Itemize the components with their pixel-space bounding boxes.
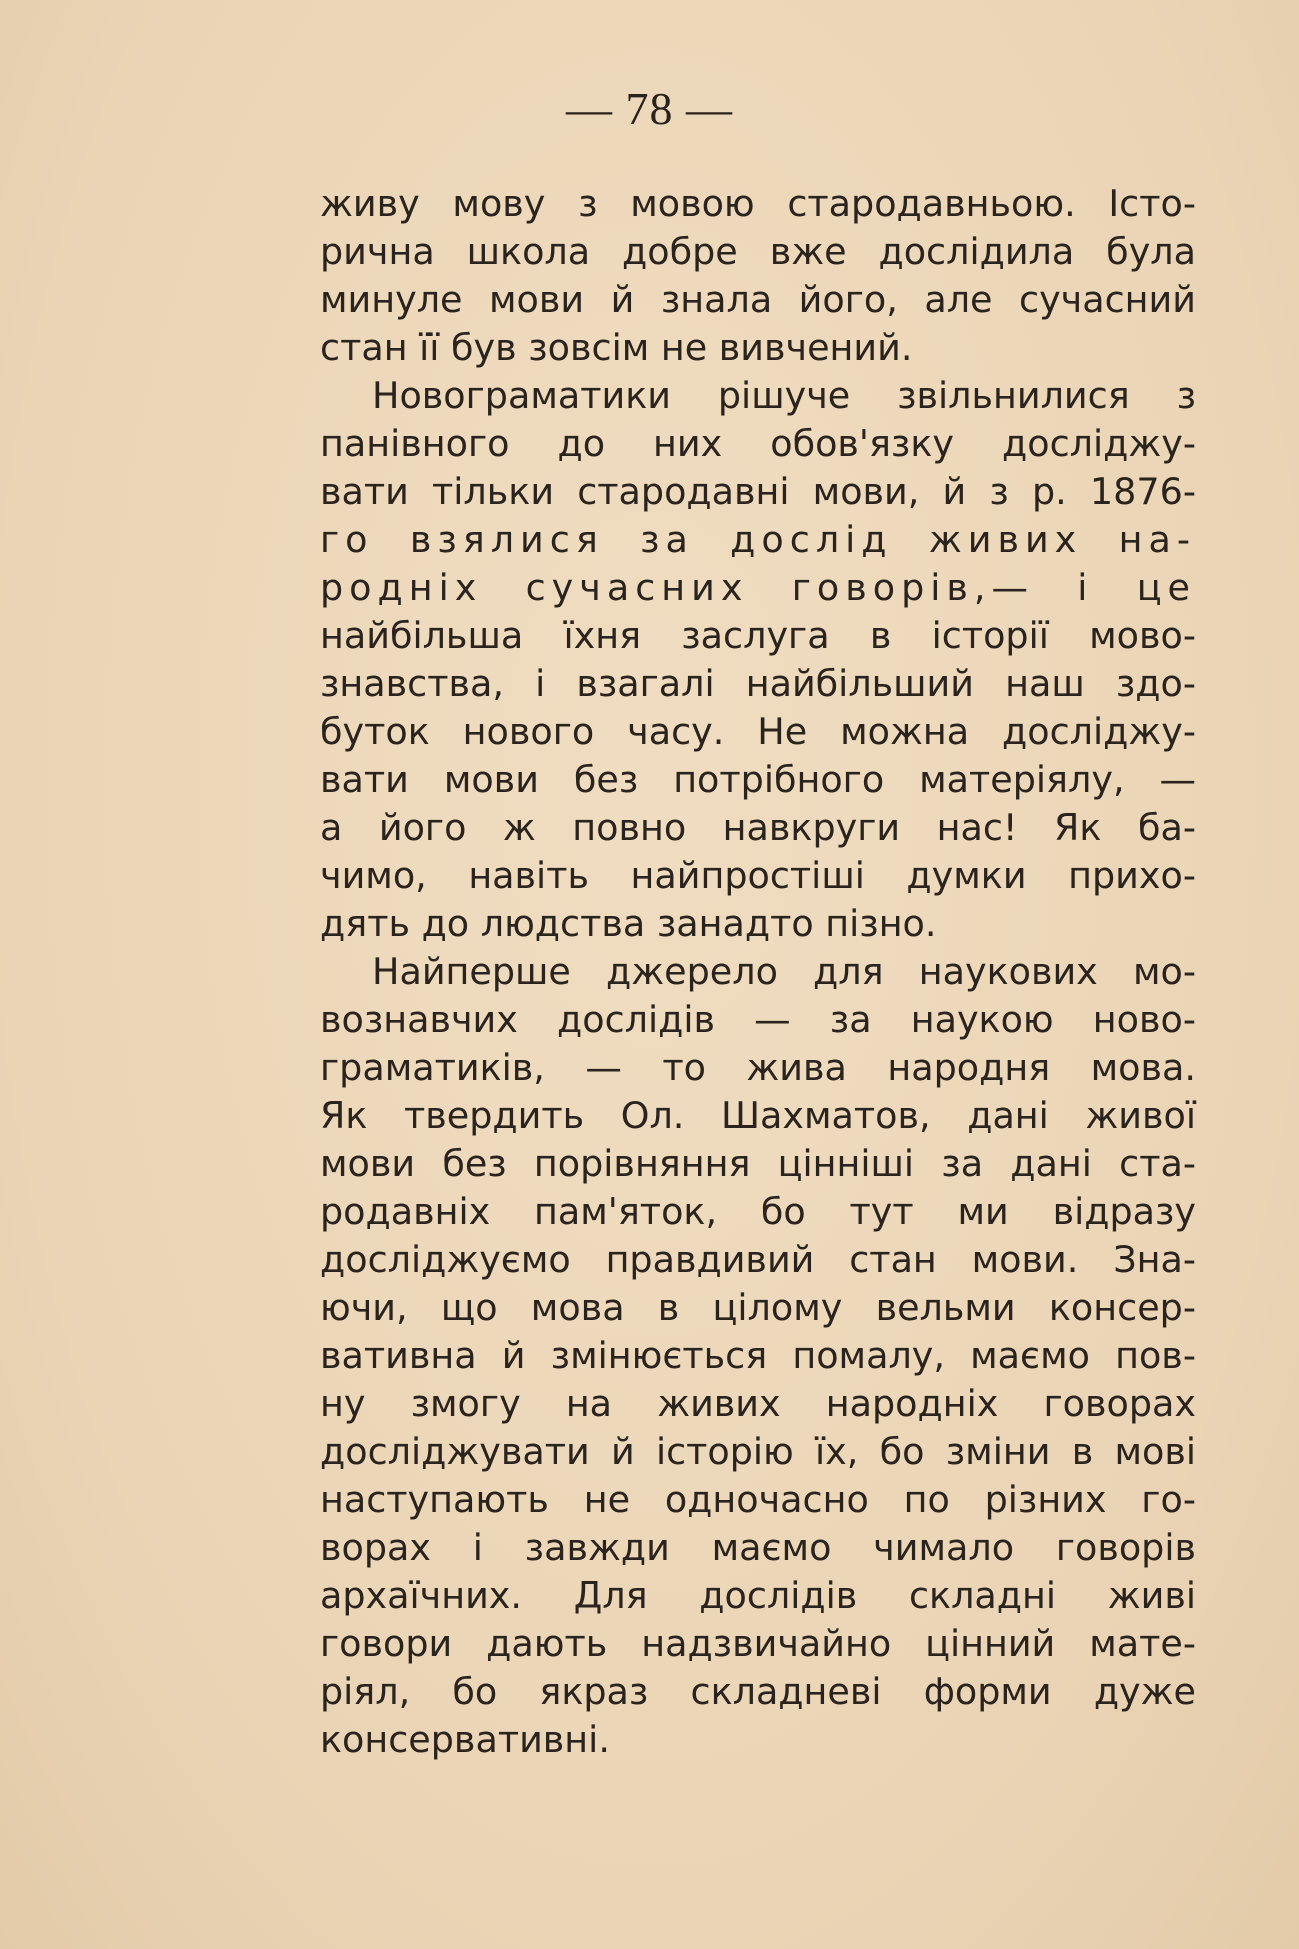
text-line: го взялися за дослід живих на-	[320, 518, 1196, 561]
text-line: ну змогу на живих народніх говорах	[320, 1382, 1196, 1425]
text-line: консервативні.	[320, 1718, 610, 1761]
text-line: минуле мови й знала його, але сучасний	[320, 278, 1196, 321]
text-line: граматиків, — то жива народня мова.	[320, 1046, 1196, 1089]
paragraph-1	[320, 180, 1196, 372]
text-line: стан її був зовсім не вивчений.	[320, 326, 913, 369]
text-line: вативна й змінюється помалу, маємо пов-	[320, 1334, 1196, 1377]
page-number: — 78 —	[566, 83, 733, 134]
text-line: дять до людства занадто пізно.	[320, 902, 937, 945]
text-line: знавства, і взагалі найбільший наш здо-	[320, 662, 1196, 705]
text-line: а його ж повно навкруги нас! Як ба-	[320, 806, 1196, 849]
text-line: Як твердить Ол. Шахматов, дані живої	[320, 1094, 1196, 1137]
body-text	[320, 180, 1196, 1764]
text-line: наступають не одночасно по різних го-	[320, 1478, 1196, 1521]
text-line: ворах і завжди маємо чимало говорів	[320, 1526, 1196, 1569]
text-line: говори дають надзвичайно цінний мате-	[320, 1622, 1196, 1665]
text-line: Новограматики рішуче звільнилися з	[372, 374, 1196, 417]
text-line: живу мову з мовою стародавньою. Істо-	[320, 182, 1196, 225]
paragraph-3	[320, 948, 1196, 1764]
text-line: вознавчих дослідів — за наукою ново-	[320, 998, 1196, 1041]
text-line: ючи, що мова в цілому вельми консер-	[320, 1286, 1196, 1329]
text-line: буток нового часу. Не можна досліджу-	[320, 710, 1196, 753]
text-line: архаїчних. Для дослідів складні живі	[320, 1574, 1196, 1617]
text-line: ріял, бо якраз складневі форми дуже	[320, 1670, 1196, 1713]
text-line: мови без порівняння цінніші за дані ста-	[320, 1142, 1196, 1185]
text-line: Найперше джерело для наукових мо-	[372, 950, 1196, 993]
text-line: найбільша їхня заслуга в історії мово-	[320, 614, 1196, 657]
text-line: вати тільки стародавні мови, й з р. 1876-	[320, 470, 1196, 513]
text-line: панівного до них обов'язку досліджу-	[320, 422, 1196, 465]
paragraph-2	[320, 372, 1196, 948]
text-line: чимо, навіть найпростіші думки прихо-	[320, 854, 1196, 897]
text-line: рична школа добре вже дослідила була	[320, 230, 1196, 273]
text-line: родавніх пам'яток, бо тут ми відразу	[320, 1190, 1196, 1233]
text-line: досліджувати й історію їх, бо зміни в мові	[320, 1430, 1196, 1473]
text-line: родніх сучасних говорів,— і це	[320, 566, 1196, 609]
text-line: вати мови без потрібного матеріялу, —	[320, 758, 1196, 801]
text-line: досліджуємо правдивий стан мови. Зна-	[320, 1238, 1196, 1281]
